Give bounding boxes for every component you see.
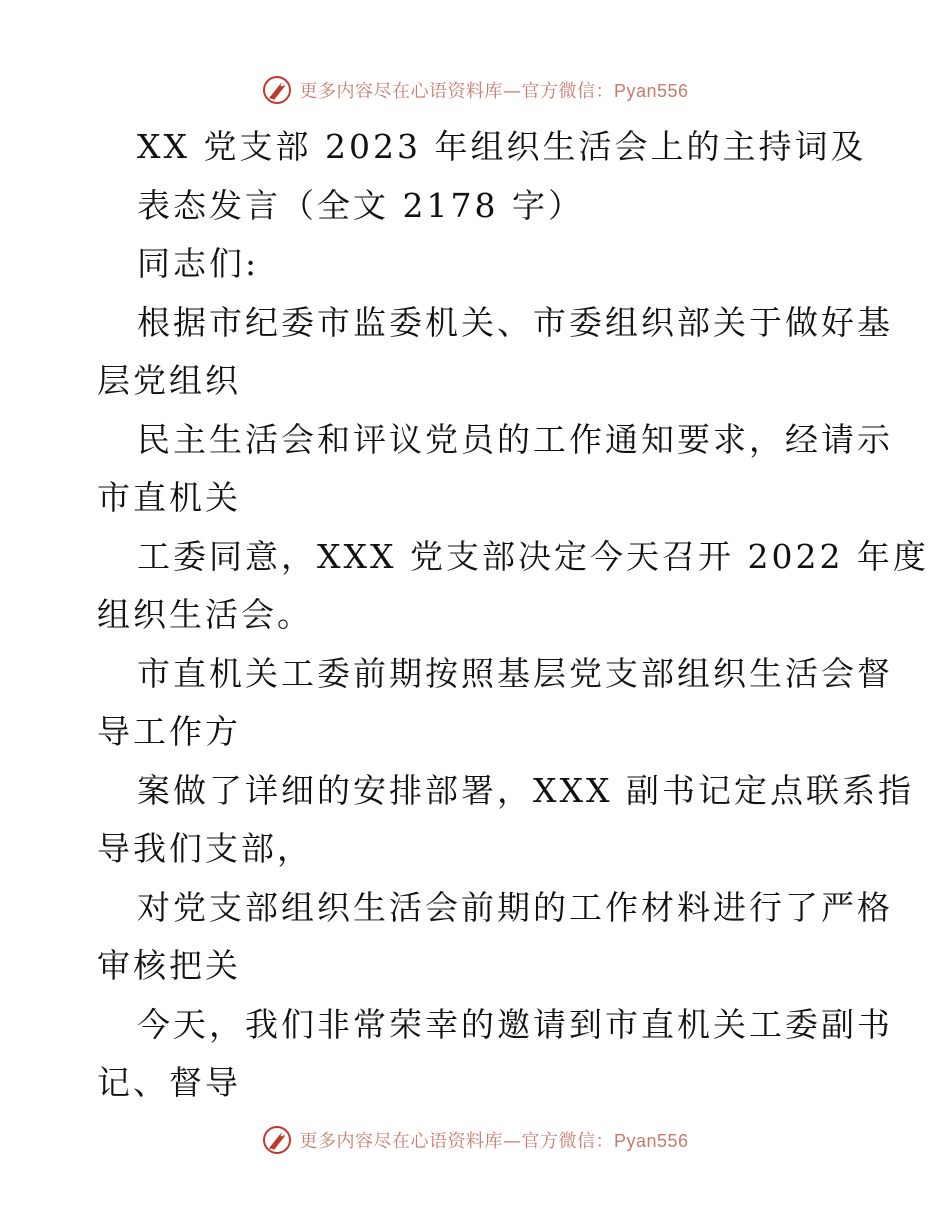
paragraph-line: 层党组织: [97, 361, 241, 400]
paragraph-line: 根据市纪委市监委机关、市委组织部关于做好基: [137, 302, 893, 342]
salutation: 同志们:: [137, 244, 260, 283]
banner-separator: —: [502, 1131, 522, 1152]
header-watermark-banner: [0, 70, 950, 110]
paragraph-line: 今天，我们非常荣幸的邀请到市直机关工委副书: [137, 1004, 893, 1044]
paragraph-line: 对党支部组织生活会前期的工作材料进行了严格: [137, 887, 893, 927]
banner-slogan: 更多内容尽在心语资料库: [299, 81, 503, 102]
paragraph-line: 工委同意，XXX 党支部决定今天召开 2022 年度: [137, 536, 929, 576]
paragraph-line: 组织生活会。: [97, 595, 313, 634]
paragraph-line: 导我们支部，: [97, 829, 313, 868]
footer-watermark-banner: [0, 1120, 950, 1160]
banner-wechat-label: 官方微信：: [521, 1131, 614, 1152]
pen-nib-logo-icon: [261, 1124, 293, 1156]
banner-slogan: 更多内容尽在心语资料库: [299, 1131, 503, 1152]
banner-text: [299, 77, 688, 103]
paragraph-line: 民主生活会和评议党员的工作通知要求，经请示: [137, 419, 893, 459]
banner-wechat-id: Pyan556: [613, 81, 689, 101]
banner-wechat-label: 官方微信：: [521, 81, 614, 102]
title-line-2: 表态发言（全文 2178 字）: [137, 185, 584, 225]
banner-wechat-id: Pyan556: [613, 1131, 689, 1151]
paragraph-line: 审核把关: [97, 946, 241, 985]
title-line-1: XX 党支部 2023 年组织生活会上的主持词及: [137, 127, 867, 166]
paragraph-line: 案做了详细的安排部署，XXX 副书记定点联系指: [137, 770, 914, 810]
banner-separator: —: [502, 81, 522, 102]
banner-text: [299, 1127, 688, 1153]
pen-nib-logo-icon: [261, 74, 293, 106]
document-body: [97, 118, 929, 1113]
paragraph-line: 记、督导: [97, 1063, 241, 1102]
paragraph-line: 导工作方: [97, 712, 241, 751]
paragraph-line: 市直机关: [97, 478, 241, 517]
paragraph-line: 市直机关工委前期按照基层党支部组织生活会督: [137, 653, 893, 693]
